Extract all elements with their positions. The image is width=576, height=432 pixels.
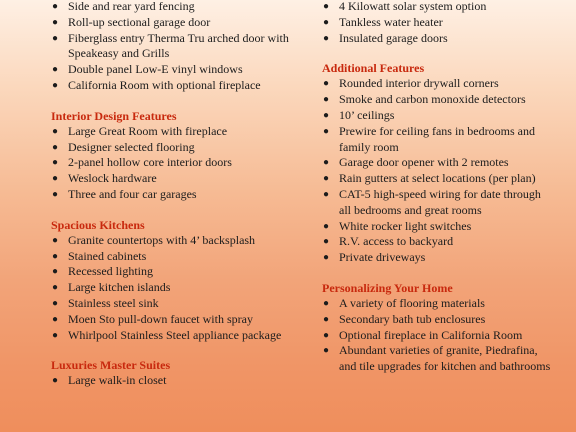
list-item bbox=[51, 264, 299, 280]
list-item-text: Tankless water heater bbox=[339, 14, 443, 29]
list-item-text: Rounded interior drywall corners bbox=[339, 76, 499, 91]
bullet-icon: ● bbox=[323, 188, 330, 200]
list-item bbox=[51, 312, 299, 328]
list-item bbox=[51, 296, 299, 312]
list-item bbox=[322, 312, 552, 328]
list-item-text: Abundant varieties of granite, Piedrafina, and tile upgrades for kitchen and bathrooms bbox=[339, 343, 551, 374]
energy-features-list bbox=[322, 0, 552, 46]
list-item-text: Designer selected flooring bbox=[68, 139, 195, 154]
list-item bbox=[322, 0, 552, 15]
list-item-text: Moen Sto pull-down faucet with spray bbox=[68, 311, 253, 326]
bullet-icon: ● bbox=[52, 282, 59, 294]
list-item-text: Smoke and carbon monoxide detectors bbox=[339, 92, 526, 107]
list-item bbox=[322, 219, 552, 235]
list-item bbox=[322, 92, 552, 108]
spacious-kitchens-heading: Spacious Kitchens bbox=[51, 217, 145, 232]
list-item bbox=[322, 234, 552, 250]
bullet-icon: ● bbox=[52, 250, 59, 262]
list-item-text: CAT-5 high-speed wiring for date through all bedrooms and great rooms bbox=[339, 186, 541, 217]
list-item-text: 10’ ceilings bbox=[339, 107, 395, 122]
list-item bbox=[322, 328, 552, 344]
list-item bbox=[322, 124, 552, 156]
personalizing-heading: Personalizing Your Home bbox=[322, 280, 453, 295]
bullet-icon: ● bbox=[323, 125, 330, 137]
list-item bbox=[322, 171, 552, 187]
exterior-features-list bbox=[51, 0, 299, 94]
list-item bbox=[51, 328, 299, 344]
left-column bbox=[51, 0, 299, 389]
list-item bbox=[322, 15, 552, 31]
list-item bbox=[322, 250, 552, 266]
list-item bbox=[51, 187, 299, 203]
list-item bbox=[51, 62, 299, 78]
bullet-icon: ● bbox=[52, 32, 59, 44]
bullet-icon: ● bbox=[323, 78, 330, 90]
list-item-text: Double panel Low-E vinyl windows bbox=[68, 62, 243, 77]
list-item bbox=[322, 296, 552, 312]
bullet-icon: ● bbox=[52, 64, 59, 76]
bullet-icon: ● bbox=[52, 141, 59, 153]
bullet-icon: ● bbox=[52, 173, 59, 185]
list-item bbox=[51, 124, 299, 140]
bullet-icon: ● bbox=[52, 375, 59, 387]
list-item-text: Optional fireplace in California Room bbox=[339, 327, 523, 342]
bullet-icon: ● bbox=[52, 266, 59, 278]
list-item-text: Large walk-in closet bbox=[68, 373, 167, 388]
list-item-text: Recessed lighting bbox=[68, 264, 153, 279]
bullet-icon: ● bbox=[52, 234, 59, 246]
additional-features-heading: Additional Features bbox=[322, 61, 425, 76]
list-item-text: Whirlpool Stainless Steel appliance package bbox=[68, 327, 282, 342]
list-item-text: 2-panel hollow core interior doors bbox=[68, 155, 232, 170]
bullet-icon: ● bbox=[323, 109, 330, 121]
list-item-text: Three and four car garages bbox=[68, 186, 197, 201]
bullet-icon: ● bbox=[323, 173, 330, 185]
bullet-icon: ● bbox=[323, 32, 330, 44]
list-item bbox=[322, 76, 552, 92]
list-item-text: Stained cabinets bbox=[68, 248, 147, 263]
bullet-icon: ● bbox=[52, 313, 59, 325]
interior-design-list bbox=[51, 124, 299, 203]
list-item bbox=[322, 108, 552, 124]
bullet-icon: ● bbox=[323, 345, 330, 357]
list-item bbox=[51, 78, 299, 94]
list-item bbox=[51, 171, 299, 187]
list-item bbox=[51, 373, 299, 389]
list-item-text: Large Great Room with fireplace bbox=[68, 123, 228, 138]
bullet-icon: ● bbox=[52, 329, 59, 341]
bullet-icon: ● bbox=[52, 157, 59, 169]
list-item-text: Roll-up sectional garage door bbox=[68, 14, 211, 29]
list-item-text: 4 Kilowatt solar system option bbox=[339, 0, 487, 13]
bullet-icon: ● bbox=[323, 297, 330, 309]
bullet-icon: ● bbox=[52, 188, 59, 200]
personalizing-list bbox=[322, 296, 552, 375]
list-item-text: Secondary bath tub enclosures bbox=[339, 311, 486, 326]
bullet-icon: ● bbox=[323, 157, 330, 169]
list-item bbox=[51, 140, 299, 156]
list-item bbox=[51, 31, 299, 63]
list-item-text: White rocker light switches bbox=[339, 218, 472, 233]
list-item-text: Private driveways bbox=[339, 250, 426, 265]
bullet-icon: ● bbox=[52, 297, 59, 309]
bullet-icon: ● bbox=[323, 94, 330, 106]
list-item bbox=[51, 280, 299, 296]
list-item bbox=[51, 155, 299, 171]
list-item-text: California Room with optional fireplace bbox=[68, 77, 261, 92]
bullet-icon: ● bbox=[323, 236, 330, 248]
bullet-icon: ● bbox=[52, 125, 59, 137]
bullet-icon: ● bbox=[52, 1, 59, 12]
bullet-icon: ● bbox=[323, 313, 330, 325]
list-item bbox=[51, 15, 299, 31]
list-item bbox=[322, 155, 552, 171]
bullet-icon: ● bbox=[323, 220, 330, 232]
bullet-icon: ● bbox=[323, 1, 330, 12]
list-item-text: R.V. access to backyard bbox=[339, 234, 454, 249]
list-item-text: Insulated garage doors bbox=[339, 30, 448, 45]
bullet-icon: ● bbox=[52, 16, 59, 28]
list-item bbox=[51, 233, 299, 249]
list-item-text: Weslock hardware bbox=[68, 171, 157, 186]
list-item bbox=[322, 31, 552, 47]
bullet-icon: ● bbox=[323, 16, 330, 28]
list-item bbox=[51, 0, 299, 15]
additional-features-list bbox=[322, 76, 552, 266]
bullet-icon: ● bbox=[323, 252, 330, 264]
master-suites-list bbox=[51, 373, 299, 389]
bullet-icon: ● bbox=[52, 79, 59, 91]
list-item-text: Garage door opener with 2 remotes bbox=[339, 155, 509, 170]
bullet-icon: ● bbox=[323, 329, 330, 341]
list-item-text: Rain gutters at select locations (per plan) bbox=[339, 171, 536, 186]
list-item-text: Large kitchen islands bbox=[68, 280, 171, 295]
list-item-text: Stainless steel sink bbox=[68, 295, 159, 310]
master-suites-heading: Luxuries Master Suites bbox=[51, 358, 171, 373]
list-item bbox=[51, 249, 299, 265]
list-item bbox=[322, 187, 552, 219]
list-item-text: Prewire for ceiling fans in bedrooms and family room bbox=[339, 123, 535, 154]
list-item-text: Fiberglass entry Therma Tru arched door with Speakeasy and Grills bbox=[68, 30, 289, 61]
list-item-text: Side and rear yard fencing bbox=[68, 0, 195, 13]
right-column bbox=[322, 0, 552, 375]
list-item-text: Granite countertops with 4’ backsplash bbox=[68, 232, 256, 247]
spacious-kitchens-list bbox=[51, 233, 299, 344]
list-item-text: A variety of flooring materials bbox=[339, 295, 485, 310]
list-item bbox=[322, 343, 552, 375]
interior-design-heading: Interior Design Features bbox=[51, 108, 177, 123]
